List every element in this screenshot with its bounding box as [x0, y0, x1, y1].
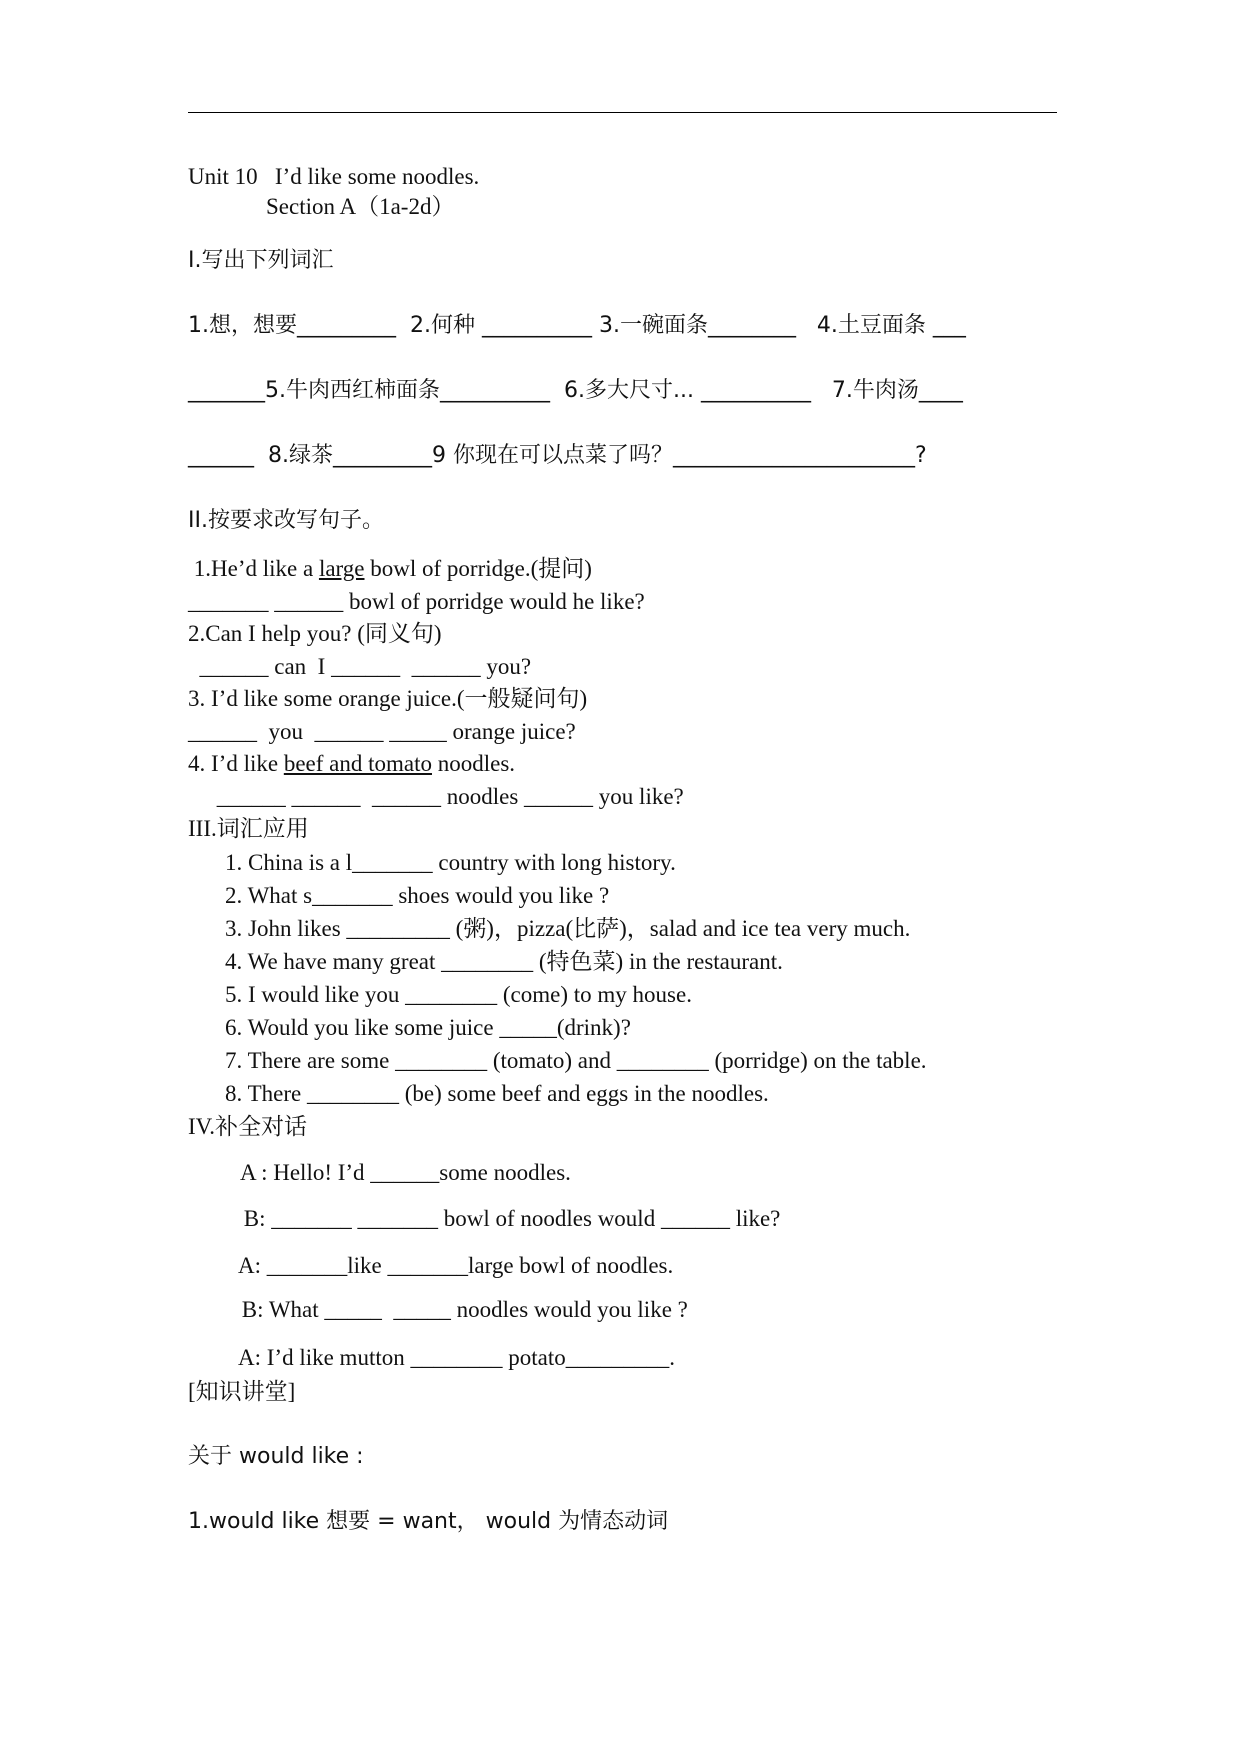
part3-heading: III.词汇应用: [188, 816, 309, 841]
rewrite-q4-pre: 4. I’d like: [188, 751, 284, 776]
rewrite-q3-answer: ______ you ______ _____ orange juice?: [188, 719, 576, 744]
part4-heading: IV.补全对话: [188, 1114, 308, 1139]
vocab-row-1: 1.想，想要_________ 2.何种 __________ 3.一碗面条________ 4.土豆面条 ___: [188, 313, 966, 338]
dialogue-line: B: What _____ _____ noodles would you like ?: [236, 1297, 688, 1322]
vocab-use-item: 8. There ________ (be) some beef and eggs in the noodles.: [225, 1081, 769, 1106]
vocab-row-2: _______5.牛肉西红柿面条__________ 6.多大尺寸... __________ 7.牛肉汤____: [188, 378, 963, 403]
unit-title: Unit 10 I’d like some noodles.: [188, 164, 480, 189]
vocab-use-item: 7. There are some ________ (tomato) and ________ (porridge) on the table.: [225, 1048, 927, 1073]
part1-heading: I.写出下列词汇: [188, 248, 334, 273]
vocab-use-item: 2. What s_______ shoes would you like ?: [225, 883, 610, 908]
knowledge-heading: [知识讲堂]: [188, 1379, 296, 1404]
vocab-use-item: 1. China is a l_______ country with long history.: [225, 850, 676, 875]
rewrite-q4-underlined: beef and tomato: [283, 751, 432, 776]
rewrite-q1-post: bowl of porridge.(提问): [364, 556, 592, 581]
header-rule: [188, 112, 1057, 113]
rewrite-q4-answer: ______ ______ ______ noodles ______ you like?: [188, 784, 684, 809]
rewrite-q3: 3. I’d like some orange juice.(一般疑问句): [188, 686, 588, 711]
rewrite-q2-answer: ______ can I ______ ______ you?: [188, 654, 532, 679]
rewrite-q1-pre: 1.He’d like a: [188, 556, 319, 581]
vocab-use-item: 6. Would you like some juice _____(drink)?: [225, 1015, 631, 1040]
dialogue-line: A: _______like _______large bowl of noodles.: [238, 1253, 674, 1278]
rewrite-q4-post: noodles.: [431, 751, 516, 776]
dialogue-line: A : Hello! I’d ______some noodles.: [240, 1160, 571, 1185]
vocab-use-item: 5. I would like you ________ (come) to my house.: [225, 982, 692, 1007]
rewrite-q2: 2.Can I help you? (同义句): [188, 621, 442, 646]
rewrite-q1: [188, 554, 592, 584]
dialogue-line: B: _______ _______ bowl of noodles would ______ like?: [238, 1206, 781, 1231]
section-title: Section A（1a-2d）: [266, 194, 455, 219]
vocab-use-item: 3. John likes _________ (粥)，pizza(比萨)，salad and ice tea very much.: [225, 916, 911, 941]
knowledge-point-1: 1.would like 想要 = want， would 为情态动词: [188, 1509, 669, 1534]
knowledge-about: 关于 would like :: [188, 1444, 364, 1469]
rewrite-q1-underlined: large: [318, 556, 365, 581]
vocab-row-3: ______ 8.绿茶_________9 你现在可以点菜了吗？______________________?: [188, 443, 927, 468]
rewrite-q1-answer: _______ ______ bowl of porridge would he like?: [188, 589, 645, 614]
rewrite-q4: [188, 749, 515, 779]
dialogue-line: A: I’d like mutton ________ potato_________.: [238, 1345, 675, 1370]
vocab-use-item: 4. We have many great ________ (特色菜) in the restaurant.: [225, 949, 783, 974]
part2-heading: II.按要求改写句子。: [188, 508, 384, 533]
